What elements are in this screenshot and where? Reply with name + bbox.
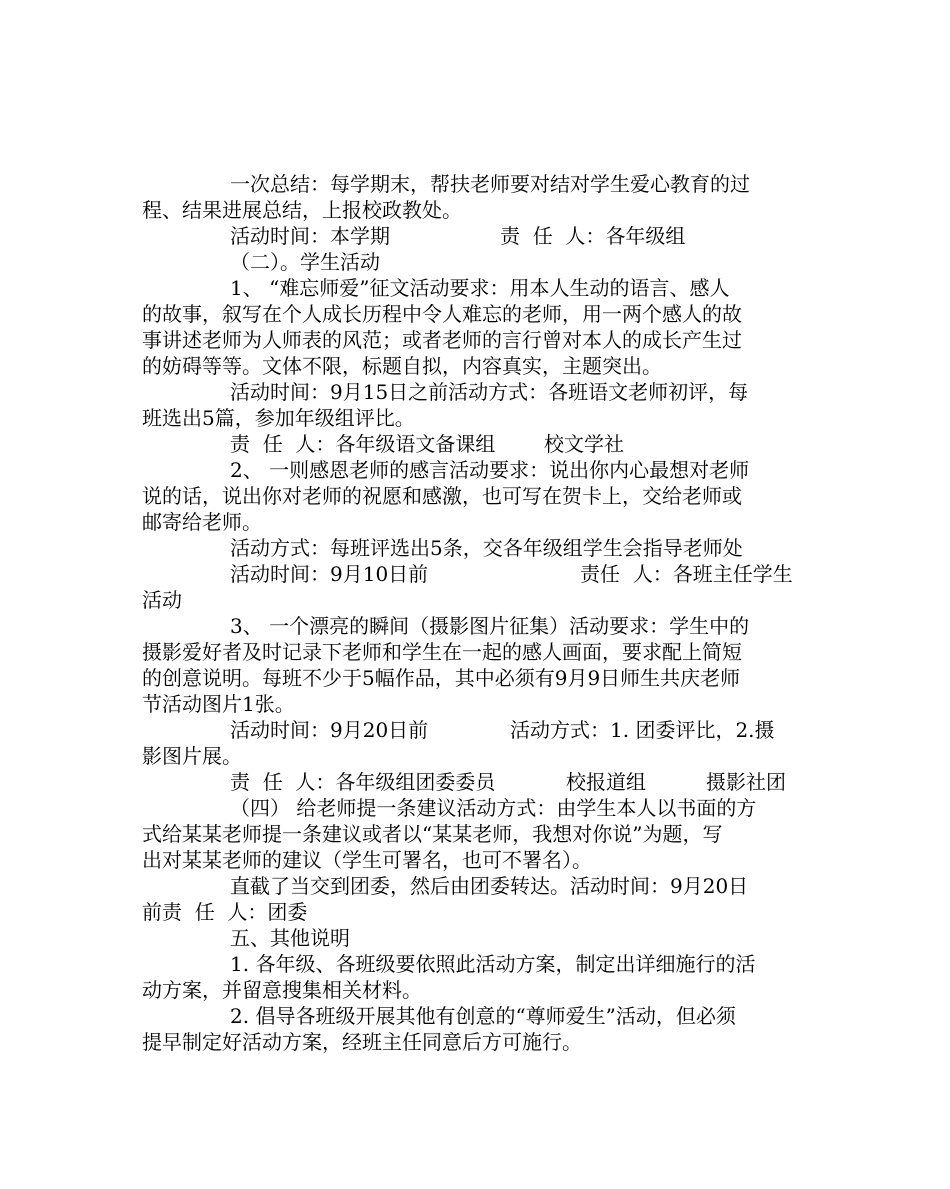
paragraph-line: 动方案，并留意搜集相关材料。 — [142, 978, 422, 1002]
section-heading: （二）。学生活动 — [230, 250, 380, 274]
paragraph-line: 直截了当交到团委，然后由团委转达。活动时间：9月20日 — [230, 874, 749, 898]
schedule-line — [230, 717, 830, 743]
paragraph-line: 节活动图片1张。 — [142, 692, 295, 716]
responsible-org-label: 校报道组 — [566, 770, 646, 794]
responsible-line — [230, 431, 830, 457]
paragraph-line: 的妨碍等等。文体不限，标题自拟，内容真实，主题突出。 — [142, 354, 662, 378]
paragraph-line: 2. 倡导各班级开展其他有创意的“尊师爱生”活动，但必须 — [230, 1004, 736, 1028]
paragraph-line: 3、 一个漂亮的瞬间（摄影图片征集）活动要求：学生中的 — [230, 614, 750, 638]
paragraph-line: 活动时间：9月15日之前活动方式：各班语文老师初评，每 — [230, 380, 749, 404]
paragraph-line: 1、 “难忘师爱”征文活动要求：用本人生动的语言、感人 — [230, 276, 730, 300]
paragraph-line: 程、结果进展总结，上报校政教处。 — [142, 198, 462, 222]
section-heading: （四） 给老师提一条建议活动方式：由学生本人以书面的方 — [230, 796, 757, 820]
responsible-org-label: 摄影社团 — [706, 770, 786, 794]
paragraph-line: 1. 各年级、各班级要依照此活动方案，制定出详细施行的活 — [230, 952, 756, 976]
paragraph-line: 影图片展。 — [142, 744, 242, 768]
paragraph-line: 班选出5篇，参加年级组评比。 — [142, 406, 415, 430]
paragraph-line: 的创意说明。每班不少于5幅作品，其中必须有9月9日师生共庆老师 — [142, 666, 741, 690]
paragraph-line: 2、 一则感恩老师的感言活动要求：说出你内心最想对老师 — [230, 458, 750, 482]
activity-time-label: 活动时间：9月10日前 — [230, 562, 429, 586]
responsible-org-label: 校文学社 — [544, 432, 624, 456]
paragraph-line: 摄影爱好者及时记录下老师和学生在一起的感人画面，要求配上简短 — [142, 640, 742, 664]
paragraph-line: 的故事，叙写在个人成长历程中令人难忘的老师，用一两个感人的故 — [142, 302, 742, 326]
paragraph-line: 出对某某老师的建议（学生可署名，也可不署名）。 — [142, 848, 592, 872]
paragraph-line: 提早制定好活动方案，经班主任同意后方可施行。 — [142, 1030, 582, 1054]
section-heading: 五、其他说明 — [230, 926, 350, 950]
paragraph-line: 活动 — [142, 588, 182, 612]
responsible-line — [230, 769, 830, 795]
responsible-person-label: 责 任 人：各年级组团委委员 — [230, 770, 496, 794]
responsible-person-label: 责 任 人：各年级组 — [500, 224, 686, 248]
activity-time-label: 活动时间：本学期 — [230, 224, 390, 248]
schedule-line — [230, 561, 830, 587]
activity-time-label: 活动时间：9月20日前 — [230, 718, 429, 742]
responsible-person-label: 责 任 人：各年级语文备课组 — [230, 432, 496, 456]
paragraph-line: 前责 任 人：团委 — [142, 900, 308, 924]
paragraph-line: 邮寄给老师。 — [142, 510, 262, 534]
paragraph-line: 一次总结：每学期末，帮扶老师要对结对学生爱心教育的过 — [230, 172, 750, 196]
paragraph-line: 式给某某老师提一条建议或者以“某某老师，我想对你说”为题，写 — [142, 822, 723, 846]
responsible-person-label: 责任 人：各班主任学生 — [580, 562, 793, 586]
paragraph-line: 说的话，说出你对老师的祝愿和感激，也可写在贺卡上，交给老师或 — [142, 484, 742, 508]
paragraph-line: 活动方式：每班评选出5条，交各年级组学生会指导老师处 — [230, 536, 743, 560]
activity-method-label: 活动方式：1. 团委评比，2.摄 — [510, 718, 775, 742]
paragraph-line: 事讲述老师为人师表的风范；或者老师的言行曾对本人的成长产生过 — [142, 328, 742, 352]
schedule-line — [230, 223, 830, 249]
